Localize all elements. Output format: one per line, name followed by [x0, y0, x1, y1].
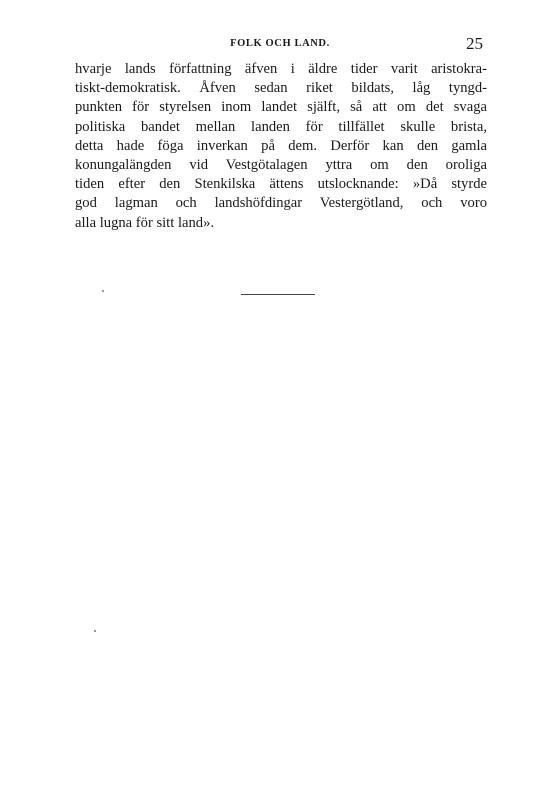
text-line: tiskt-demokratisk. Åfven sedan riket bildats, låg tyngd- [75, 80, 487, 97]
body-paragraph [75, 60, 487, 233]
page-number: 25 [466, 34, 483, 53]
paper-speck [94, 630, 96, 632]
text-line: detta hade föga inverkan på dem. Derför kan den gamla [75, 137, 487, 154]
text-line: konungalängden vid Vestgötalagen yttra om den oroliga [75, 157, 487, 174]
text-line: hvarje lands författning äfven i äldre tider varit aristokra- [75, 61, 487, 77]
text-line: politiska bandet mellan landen för tillfället skulle brista, [75, 118, 487, 135]
running-title: FOLK OCH LAND. [230, 38, 330, 49]
paper-speck [102, 290, 104, 292]
text-line: tiden efter den Stenkilska ättens utslocknande: »Då styrde [75, 176, 487, 193]
section-end-rule [241, 294, 315, 295]
text-line: alla lugna för sitt land». [75, 214, 215, 231]
running-head [75, 36, 485, 56]
text-line: god lagman och landshöfdingar Vestergötland, och voro [75, 195, 487, 212]
text-line: punkten för styrelsen inom landet själft, så att om det svaga [75, 99, 487, 116]
